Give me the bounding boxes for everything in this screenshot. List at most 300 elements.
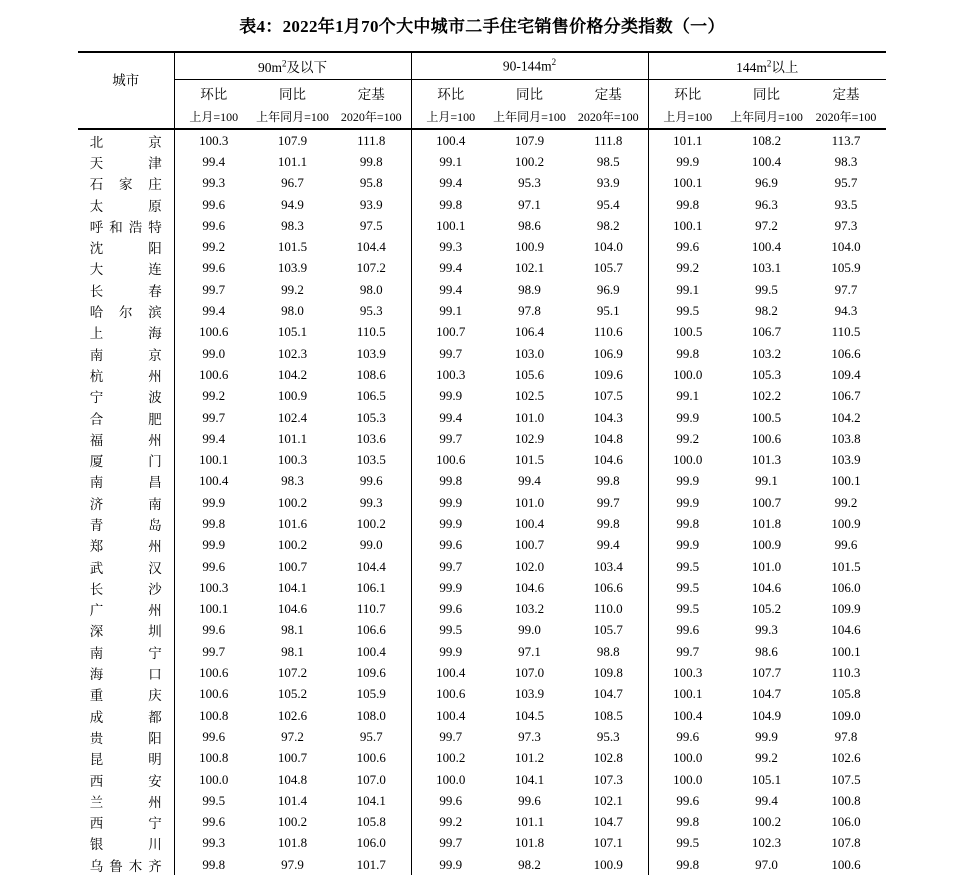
value-cell: 105.7 xyxy=(593,260,623,276)
table-row xyxy=(78,684,886,705)
value-cell: 99.7 xyxy=(411,726,490,747)
value-cell: 98.1 xyxy=(281,643,304,659)
value-cell: 104.4 xyxy=(356,558,386,574)
value-cell: 98.1 xyxy=(281,622,304,638)
value-cell: 100.4 xyxy=(751,239,782,255)
table-row xyxy=(78,726,886,747)
city-label: 福州 xyxy=(89,432,162,448)
value-cell: 109.0 xyxy=(831,707,861,723)
city-cell xyxy=(78,492,174,513)
value-cell: 100.7 xyxy=(751,494,782,510)
table-row xyxy=(78,833,886,854)
city-cell xyxy=(78,151,174,172)
city-label: 兰州 xyxy=(89,794,162,810)
value-cell: 110.5 xyxy=(356,324,386,340)
value-cell: 100.1 xyxy=(174,599,253,620)
value-cell: 97.8 xyxy=(834,728,858,744)
value-cell: 99.6 xyxy=(411,790,490,811)
value-cell: 100.5 xyxy=(751,409,782,425)
value-cell: 101.5 xyxy=(514,452,545,468)
city-label: 乌鲁木齐 xyxy=(89,858,162,874)
price-index-table xyxy=(78,51,886,875)
header-base-2-0: 上月=100 xyxy=(648,105,727,129)
table-row xyxy=(78,151,886,172)
header-base-2-1: 上年同月=100 xyxy=(727,105,806,129)
value-cell: 96.7 xyxy=(281,175,304,191)
value-cell: 99.6 xyxy=(518,792,541,808)
value-cell: 100.8 xyxy=(174,705,253,726)
value-cell: 100.0 xyxy=(648,364,727,385)
value-cell: 105.9 xyxy=(356,686,386,702)
city-label: 昆明 xyxy=(89,752,162,768)
value-cell: 101.1 xyxy=(514,814,545,830)
city-cell xyxy=(78,449,174,470)
city-cell xyxy=(78,236,174,257)
city-cell xyxy=(78,513,174,534)
value-cell: 103.1 xyxy=(751,260,782,276)
value-cell: 105.3 xyxy=(356,409,386,425)
value-cell: 102.8 xyxy=(593,750,623,766)
value-cell: 104.7 xyxy=(593,686,623,702)
value-cell: 99.9 xyxy=(411,577,490,598)
table-row xyxy=(78,173,886,194)
value-cell: 99.3 xyxy=(755,622,778,638)
city-cell xyxy=(78,705,174,726)
value-cell: 104.4 xyxy=(356,239,386,255)
value-cell: 104.0 xyxy=(831,239,861,255)
value-cell: 100.2 xyxy=(277,494,308,510)
value-cell: 93.9 xyxy=(359,196,383,212)
value-cell: 97.3 xyxy=(834,217,858,233)
value-cell: 109.6 xyxy=(593,366,623,382)
value-cell: 104.7 xyxy=(593,814,623,830)
header-base-1-1: 上年同月=100 xyxy=(490,105,569,129)
value-cell: 107.1 xyxy=(593,835,623,851)
value-cell: 102.3 xyxy=(751,835,782,851)
value-cell: 101.0 xyxy=(514,409,545,425)
value-cell: 101.0 xyxy=(514,494,545,510)
value-cell: 99.8 xyxy=(596,473,620,489)
value-cell: 102.9 xyxy=(514,430,545,446)
value-cell: 97.1 xyxy=(518,643,541,659)
value-cell: 100.4 xyxy=(751,153,782,169)
value-cell: 104.9 xyxy=(751,707,782,723)
value-cell: 99.4 xyxy=(411,279,490,300)
value-cell: 101.6 xyxy=(277,515,308,531)
value-cell: 95.7 xyxy=(834,175,858,191)
value-cell: 94.9 xyxy=(281,196,304,212)
value-cell: 100.1 xyxy=(648,215,727,236)
value-cell: 99.5 xyxy=(755,281,778,297)
value-cell: 99.9 xyxy=(755,728,778,744)
value-cell: 100.7 xyxy=(411,322,490,343)
city-cell xyxy=(78,258,174,279)
value-cell: 100.8 xyxy=(831,792,861,808)
table-container xyxy=(0,51,964,875)
value-cell: 99.9 xyxy=(411,513,490,534)
value-cell: 104.1 xyxy=(277,579,308,595)
value-cell: 99.8 xyxy=(648,854,727,875)
value-cell: 99.7 xyxy=(411,556,490,577)
value-cell: 99.1 xyxy=(755,473,778,489)
value-cell: 105.2 xyxy=(751,601,782,617)
table-row xyxy=(78,386,886,407)
table-row xyxy=(78,215,886,236)
value-cell: 99.4 xyxy=(174,151,253,172)
value-cell: 100.1 xyxy=(648,684,727,705)
value-cell: 101.1 xyxy=(648,129,727,151)
value-cell: 99.9 xyxy=(648,492,727,513)
value-cell: 98.3 xyxy=(834,153,858,169)
city-cell xyxy=(78,322,174,343)
city-label: 武汉 xyxy=(89,560,162,576)
value-cell: 99.6 xyxy=(411,599,490,620)
header-base-0-2: 2020年=100 xyxy=(332,105,411,129)
value-cell: 108.0 xyxy=(356,707,386,723)
value-cell: 100.3 xyxy=(277,452,308,468)
value-cell: 106.6 xyxy=(593,579,623,595)
city-cell xyxy=(78,386,174,407)
value-cell: 109.4 xyxy=(831,366,861,382)
value-cell: 106.0 xyxy=(356,835,386,851)
value-cell: 99.8 xyxy=(359,153,383,169)
value-cell: 95.1 xyxy=(596,303,620,319)
value-cell: 100.3 xyxy=(411,364,490,385)
value-cell: 103.9 xyxy=(356,345,386,361)
value-cell: 99.5 xyxy=(648,577,727,598)
city-label: 北京 xyxy=(89,134,162,150)
city-label: 西宁 xyxy=(89,816,162,832)
value-cell: 103.2 xyxy=(751,345,782,361)
table-row xyxy=(78,641,886,662)
value-cell: 100.8 xyxy=(174,748,253,769)
value-cell: 100.0 xyxy=(174,769,253,790)
value-cell: 99.8 xyxy=(174,513,253,534)
value-cell: 100.3 xyxy=(174,129,253,151)
value-cell: 107.2 xyxy=(277,665,308,681)
value-cell: 99.4 xyxy=(518,473,541,489)
value-cell: 100.6 xyxy=(174,322,253,343)
city-cell xyxy=(78,812,174,833)
value-cell: 98.0 xyxy=(281,303,304,319)
value-cell: 106.9 xyxy=(593,345,623,361)
city-cell xyxy=(78,790,174,811)
table-row xyxy=(78,599,886,620)
value-cell: 102.6 xyxy=(277,707,308,723)
city-cell xyxy=(78,556,174,577)
value-cell: 102.0 xyxy=(514,558,545,574)
city-label: 沈阳 xyxy=(89,241,162,257)
value-cell: 103.9 xyxy=(831,452,861,468)
value-cell: 97.2 xyxy=(281,728,304,744)
value-cell: 99.6 xyxy=(359,473,383,489)
value-cell: 104.6 xyxy=(831,622,861,638)
value-cell: 99.2 xyxy=(411,812,490,833)
value-cell: 105.3 xyxy=(751,366,782,382)
value-cell: 99.2 xyxy=(755,750,778,766)
value-cell: 103.9 xyxy=(514,686,545,702)
value-cell: 95.3 xyxy=(596,728,620,744)
value-cell: 104.6 xyxy=(514,579,545,595)
city-label: 海口 xyxy=(89,667,162,683)
value-cell: 110.6 xyxy=(593,324,623,340)
value-cell: 103.8 xyxy=(831,430,861,446)
value-cell: 99.2 xyxy=(174,236,253,257)
value-cell: 107.7 xyxy=(751,665,782,681)
value-cell: 99.3 xyxy=(359,494,383,510)
value-cell: 97.2 xyxy=(755,217,778,233)
header-group-2: $144m^2$以上 xyxy=(648,52,886,80)
value-cell: 100.4 xyxy=(411,662,490,683)
value-cell: 95.7 xyxy=(359,728,383,744)
value-cell: 98.8 xyxy=(596,643,620,659)
value-cell: 100.4 xyxy=(356,643,386,659)
header-base-row xyxy=(78,105,886,129)
city-cell xyxy=(78,662,174,683)
value-cell: 105.2 xyxy=(277,686,308,702)
city-cell xyxy=(78,684,174,705)
value-cell: 96.3 xyxy=(755,196,778,212)
value-cell: 100.6 xyxy=(356,750,386,766)
table-row xyxy=(78,812,886,833)
value-cell: 105.8 xyxy=(356,814,386,830)
value-cell: 108.6 xyxy=(356,366,386,382)
city-label: 南昌 xyxy=(89,475,162,491)
value-cell: 99.3 xyxy=(174,833,253,854)
value-cell: 106.0 xyxy=(831,579,861,595)
value-cell: 97.8 xyxy=(518,303,541,319)
value-cell: 100.4 xyxy=(514,515,545,531)
value-cell: 107.5 xyxy=(593,388,623,404)
value-cell: 96.9 xyxy=(755,175,778,191)
value-cell: 100.2 xyxy=(514,153,545,169)
city-label: 厦门 xyxy=(89,454,162,470)
header-sub-1-0: 环比 xyxy=(411,80,490,106)
value-cell: 104.1 xyxy=(356,792,386,808)
value-cell: 99.9 xyxy=(648,535,727,556)
city-label: 呼和浩特 xyxy=(89,219,162,235)
city-label: 成都 xyxy=(89,709,162,725)
table-row xyxy=(78,322,886,343)
value-cell: 105.9 xyxy=(831,260,861,276)
value-cell: 107.0 xyxy=(356,771,386,787)
value-cell: 104.2 xyxy=(277,366,308,382)
value-cell: 111.8 xyxy=(594,132,623,148)
value-cell: 105.8 xyxy=(831,686,861,702)
value-cell: 99.2 xyxy=(648,428,727,449)
city-label: 南京 xyxy=(89,347,162,363)
city-label: 石家庄 xyxy=(89,177,162,193)
city-cell xyxy=(78,748,174,769)
table-row xyxy=(78,790,886,811)
value-cell: 97.1 xyxy=(518,196,541,212)
value-cell: 110.0 xyxy=(593,601,623,617)
value-cell: 110.7 xyxy=(356,601,386,617)
value-cell: 94.3 xyxy=(834,303,858,319)
value-cell: 105.1 xyxy=(751,771,782,787)
header-group-row xyxy=(78,52,886,80)
value-cell: 99.5 xyxy=(648,300,727,321)
value-cell: 107.9 xyxy=(514,132,545,148)
value-cell: 104.0 xyxy=(593,239,623,255)
header-sub-1-2: 定基 xyxy=(594,86,622,102)
value-cell: 97.7 xyxy=(834,281,858,297)
value-cell: 99.4 xyxy=(174,300,253,321)
value-cell: 99.1 xyxy=(648,386,727,407)
header-sub-0-1: 同比 xyxy=(279,86,306,102)
value-cell: 99.9 xyxy=(411,641,490,662)
value-cell: 99.9 xyxy=(411,492,490,513)
value-cell: 99.7 xyxy=(648,641,727,662)
city-label: 合肥 xyxy=(89,411,162,427)
value-cell: 99.7 xyxy=(174,279,253,300)
value-cell: 100.9 xyxy=(593,856,623,872)
city-cell xyxy=(78,428,174,449)
value-cell: 95.4 xyxy=(596,196,620,212)
value-cell: 99.6 xyxy=(174,194,253,215)
value-cell: 100.1 xyxy=(831,643,861,659)
value-cell: 104.6 xyxy=(751,579,782,595)
value-cell: 109.8 xyxy=(593,665,623,681)
value-cell: 99.3 xyxy=(411,236,490,257)
city-label: 郑州 xyxy=(89,539,162,555)
header-group-1: $90-144m^2$ xyxy=(411,52,648,80)
value-cell: 99.5 xyxy=(411,620,490,641)
city-label: 哈尔滨 xyxy=(89,305,162,321)
value-cell: 99.8 xyxy=(648,812,727,833)
table-row xyxy=(78,748,886,769)
table-row xyxy=(78,471,886,492)
header-city: 城市 xyxy=(78,52,174,105)
value-cell: 104.5 xyxy=(514,707,545,723)
city-cell xyxy=(78,854,174,875)
value-cell: 99.6 xyxy=(648,726,727,747)
value-cell: 100.6 xyxy=(831,856,861,872)
value-cell: 99.1 xyxy=(411,300,490,321)
value-cell: 99.4 xyxy=(411,173,490,194)
value-cell: 101.2 xyxy=(514,750,545,766)
header-sub-2-0: 环比 xyxy=(648,80,727,106)
value-cell: 100.2 xyxy=(277,537,308,553)
header-base-city xyxy=(78,105,174,129)
value-cell: 101.8 xyxy=(514,835,545,851)
city-label: 广州 xyxy=(89,603,162,619)
value-cell: 99.9 xyxy=(648,471,727,492)
value-cell: 107.5 xyxy=(831,771,861,787)
value-cell: 101.4 xyxy=(277,792,308,808)
table-row xyxy=(78,129,886,151)
value-cell: 103.9 xyxy=(277,260,308,276)
value-cell: 103.6 xyxy=(356,430,386,446)
city-label: 贵阳 xyxy=(89,730,162,746)
value-cell: 99.0 xyxy=(359,537,383,553)
value-cell: 99.7 xyxy=(174,641,253,662)
city-label: 重庆 xyxy=(89,688,162,704)
value-cell: 99.9 xyxy=(174,535,253,556)
value-cell: 99.6 xyxy=(174,620,253,641)
value-cell: 97.5 xyxy=(359,217,383,233)
value-cell: 110.3 xyxy=(831,665,861,681)
value-cell: 99.9 xyxy=(648,151,727,172)
value-cell: 100.6 xyxy=(411,684,490,705)
value-cell: 99.7 xyxy=(411,343,490,364)
table-row xyxy=(78,556,886,577)
city-cell xyxy=(78,407,174,428)
value-cell: 102.1 xyxy=(593,792,623,808)
value-cell: 99.7 xyxy=(174,407,253,428)
value-cell: 99.9 xyxy=(411,386,490,407)
value-cell: 99.4 xyxy=(411,407,490,428)
value-cell: 99.9 xyxy=(648,407,727,428)
value-cell: 99.2 xyxy=(648,258,727,279)
table-row xyxy=(78,535,886,556)
value-cell: 99.6 xyxy=(174,812,253,833)
value-cell: 100.6 xyxy=(751,430,782,446)
city-cell xyxy=(78,577,174,598)
value-cell: 101.5 xyxy=(831,558,861,574)
value-cell: 99.8 xyxy=(648,194,727,215)
value-cell: 102.5 xyxy=(514,388,545,404)
value-cell: 99.1 xyxy=(411,151,490,172)
value-cell: 103.5 xyxy=(356,452,386,468)
city-cell xyxy=(78,620,174,641)
value-cell: 100.0 xyxy=(411,769,490,790)
city-label: 西安 xyxy=(89,773,162,789)
table-row xyxy=(78,194,886,215)
table-row xyxy=(78,513,886,534)
city-cell xyxy=(78,194,174,215)
value-cell: 100.2 xyxy=(356,515,386,531)
value-cell: 113.7 xyxy=(831,132,861,148)
value-cell: 101.8 xyxy=(277,835,308,851)
header-sub-0-2: 定基 xyxy=(357,86,385,102)
table-row xyxy=(78,769,886,790)
value-cell: 99.5 xyxy=(648,599,727,620)
value-cell: 99.8 xyxy=(174,854,253,875)
header-sub-2-2: 定基 xyxy=(832,86,860,102)
value-cell: 101.7 xyxy=(356,856,386,872)
header-sub-0-0: 环比 xyxy=(174,80,253,106)
city-cell xyxy=(78,300,174,321)
value-cell: 109.9 xyxy=(831,601,861,617)
value-cell: 99.2 xyxy=(281,281,304,297)
value-cell: 100.0 xyxy=(648,449,727,470)
table-row xyxy=(78,854,886,875)
value-cell: 100.1 xyxy=(411,215,490,236)
value-cell: 99.6 xyxy=(174,556,253,577)
city-cell xyxy=(78,535,174,556)
table-row xyxy=(78,407,886,428)
city-cell xyxy=(78,833,174,854)
value-cell: 109.6 xyxy=(356,665,386,681)
value-cell: 98.2 xyxy=(755,303,778,319)
value-cell: 100.0 xyxy=(648,769,727,790)
city-label: 上海 xyxy=(89,326,162,342)
table-row xyxy=(78,258,886,279)
value-cell: 100.7 xyxy=(514,537,545,553)
value-cell: 111.8 xyxy=(357,132,386,148)
value-cell: 100.4 xyxy=(411,129,490,151)
value-cell: 99.9 xyxy=(174,492,253,513)
value-cell: 107.3 xyxy=(593,771,623,787)
value-cell: 98.6 xyxy=(755,643,778,659)
value-cell: 103.4 xyxy=(593,558,623,574)
value-cell: 95.3 xyxy=(518,175,541,191)
value-cell: 99.6 xyxy=(648,790,727,811)
value-cell: 99.0 xyxy=(174,343,253,364)
value-cell: 100.2 xyxy=(411,748,490,769)
value-cell: 99.3 xyxy=(174,173,253,194)
